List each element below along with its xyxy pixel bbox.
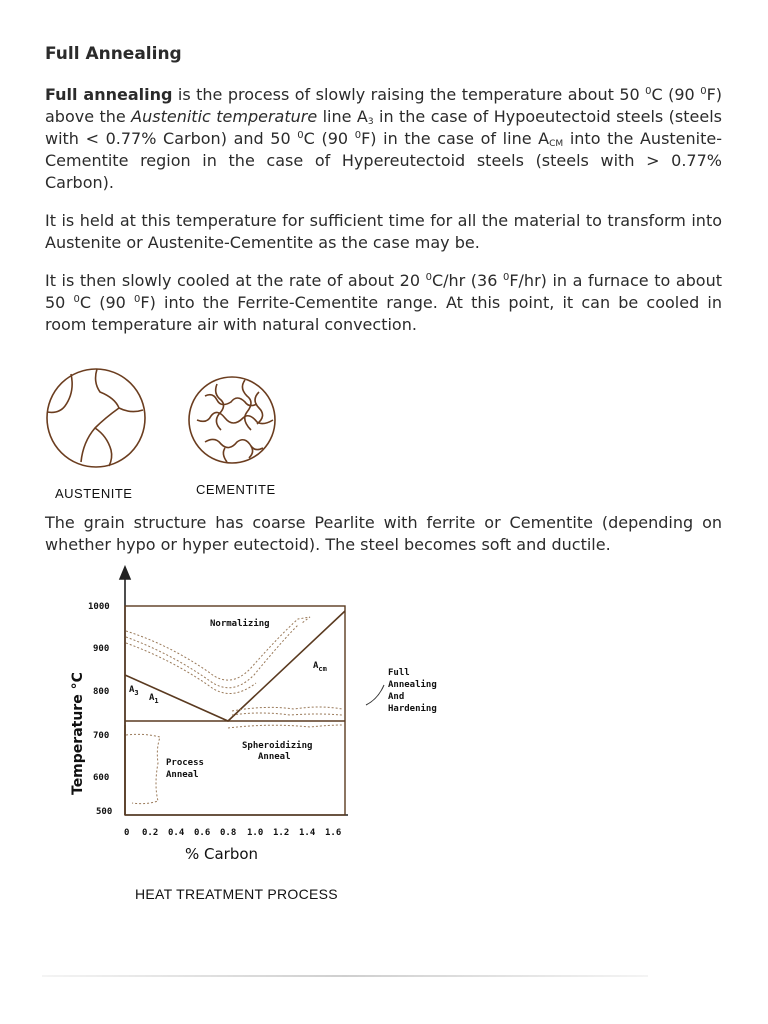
y-tick: 900 xyxy=(93,644,110,654)
full-annealing-label-3: And xyxy=(388,692,405,702)
austenite-label: AUSTENITE xyxy=(55,486,133,501)
paragraph-grain-structure: The grain structure has coarse Pearlite with ferrite or Cementite (depending on whether hypo or hyper eutectoid). The steel becomes soft and ductile. xyxy=(45,513,722,554)
term-austenitic-temperature: Austenitic temperature xyxy=(131,107,318,126)
a1-label: $A_1$ xyxy=(149,693,159,705)
y-tick-labels xyxy=(88,602,112,817)
x-tick: 0.8 xyxy=(220,828,237,838)
cementite-grain-sketch xyxy=(189,377,275,463)
x-tick: 0.4 xyxy=(168,828,185,838)
full-annealing-label: Full xyxy=(388,668,410,678)
spheroidizing-label-2: Anneal xyxy=(258,752,291,762)
x-tick: 1.6 xyxy=(325,828,342,838)
diagram-axes xyxy=(120,567,348,815)
full-annealing-label-4: Hardening xyxy=(388,704,437,714)
grain-structure-figure xyxy=(45,362,305,502)
full-annealing-pointer xyxy=(366,685,384,705)
acm-label: $A_{cm}$ xyxy=(313,661,327,673)
page-divider xyxy=(42,975,648,977)
spheroidizing-label: Spheroidizing xyxy=(242,741,313,751)
y-axis-label: Temperature °C xyxy=(70,672,86,795)
full-annealing-label-2: Annealing xyxy=(388,680,437,690)
x-tick: 0.6 xyxy=(194,828,211,838)
y-tick: 800 xyxy=(93,687,110,697)
x-tick: 1.4 xyxy=(299,828,316,838)
diagram-caption: HEAT TREATMENT PROCESS xyxy=(135,886,338,902)
x-tick: 1.2 xyxy=(273,828,290,838)
region-labels xyxy=(129,618,437,780)
term-full-annealing: Full annealing xyxy=(45,85,173,104)
normalizing-label: Normalizing xyxy=(210,619,270,629)
y-tick: 500 xyxy=(96,807,113,817)
diagram-frame xyxy=(125,606,345,815)
x-tick: 1.0 xyxy=(247,828,264,838)
paragraph-holding: It is held at this temperature for sufficient time for all the material to transform into Austenite or Austenite-Cementite as the case may be. xyxy=(45,211,722,252)
y-tick: 1000 xyxy=(88,602,110,612)
grain-sketches xyxy=(45,362,305,502)
document-page xyxy=(45,44,722,352)
heat-treatment-diagram xyxy=(60,565,480,865)
cementite-label: CEMENTITE xyxy=(196,482,276,497)
austenite-grain-sketch xyxy=(47,369,145,467)
phase-diagram-svg xyxy=(60,565,480,865)
x-tick: 0.2 xyxy=(142,828,159,838)
y-tick: 700 xyxy=(93,731,110,741)
a3-label: $A_3$ xyxy=(129,685,139,697)
y-tick: 600 xyxy=(93,773,110,783)
paragraph-cooling: It is then slowly cooled at the rate of about 20 $^0$C/hr (36 $^0$F/hr) in a furnace to about 50 $^0$C (90 $^0$F) into the Ferrite-Cementite range. At this point, it can be cooled in room temperature air with natural convection. xyxy=(45,271,723,334)
process-anneal-label-2: Anneal xyxy=(166,770,199,780)
section-heading: Full Annealing xyxy=(45,44,182,64)
x-axis-label: % Carbon xyxy=(185,845,259,863)
paragraph-full-annealing: Full annealing is the process of slowly raising the temperature about 50 $^0$C (90 $^0$F) above the Austenitic temperature line $A_3$ in the case of Hypoeutectoid steels (steels with < 0.77% Carbon) and 50 $^0$C (90 $^0$F) in the case of line $A_{CM}$ into the Austenite-Cementite region in the case of Hypereutectoid steels (steels with > 0.77% Carbon). xyxy=(45,85,723,192)
process-anneal-label: Process xyxy=(166,758,204,768)
x-tick: 0 xyxy=(124,828,130,838)
x-tick-labels xyxy=(124,828,341,838)
